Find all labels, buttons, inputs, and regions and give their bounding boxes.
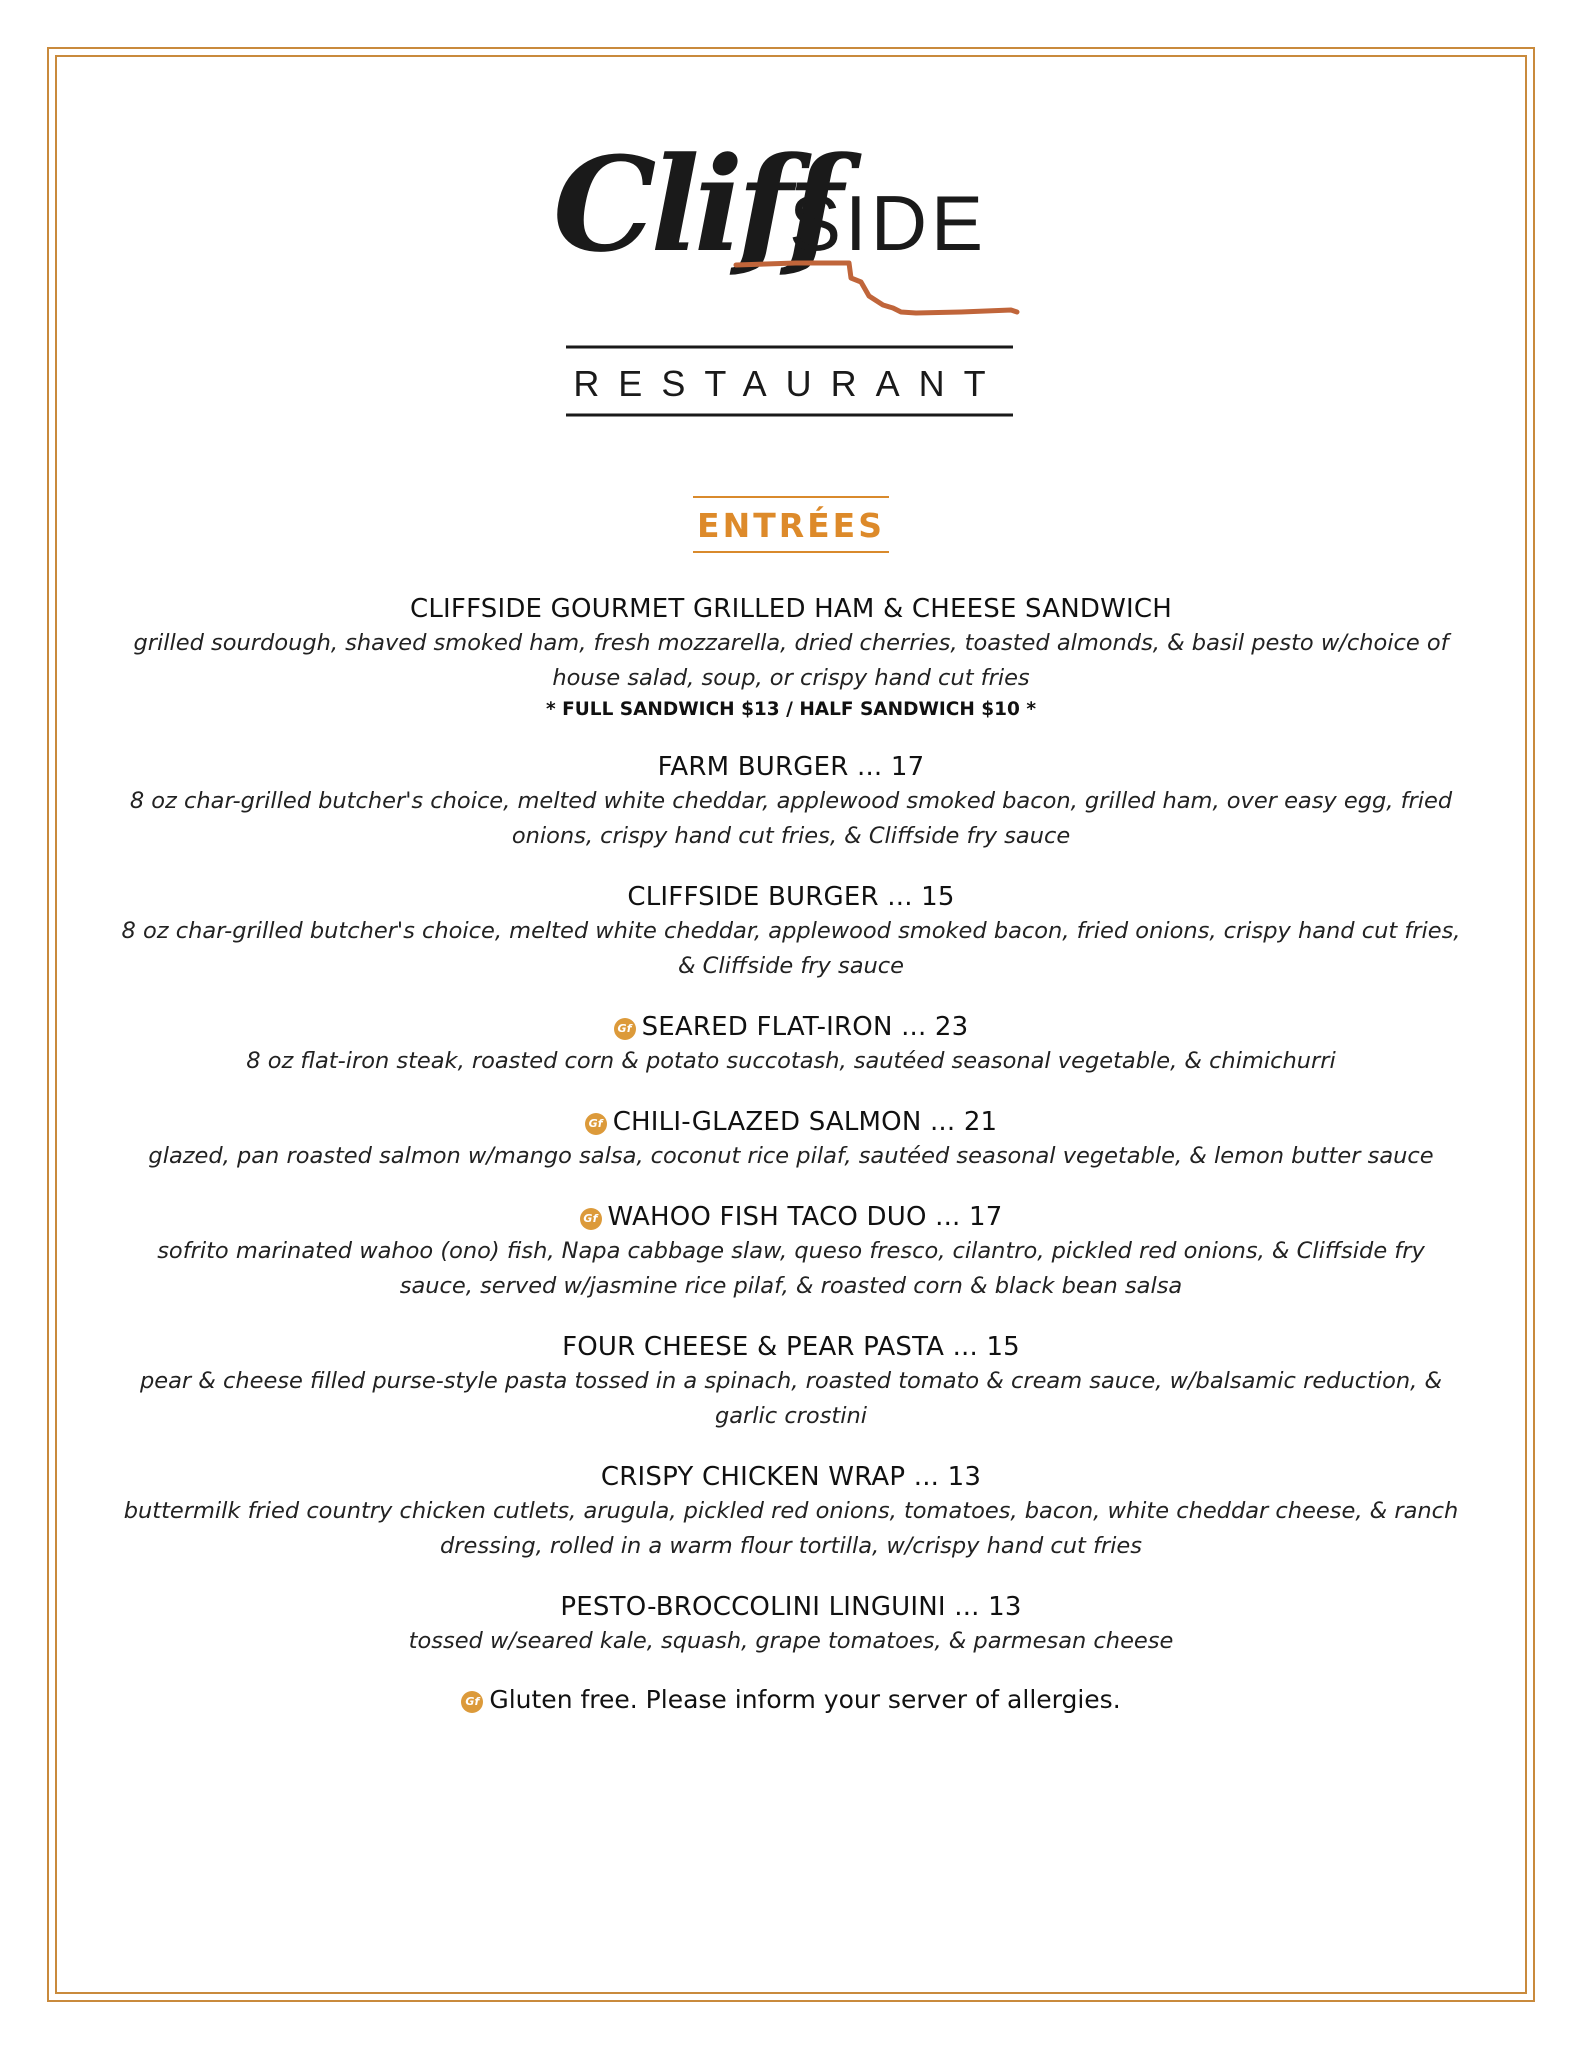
menu-item-title bbox=[120, 1330, 1462, 1364]
restaurant-logo bbox=[0, 100, 1582, 430]
gluten-free-footer bbox=[120, 1685, 1462, 1714]
gluten-free-icon: Gf bbox=[461, 1691, 483, 1713]
menu-item-title bbox=[120, 1010, 1462, 1044]
menu-item-description: tossed w/seared kale, squash, grape tomatoes, & parmesan cheese bbox=[408, 1628, 1174, 1654]
menu-item-name: CRISPY CHICKEN WRAP ... 13 bbox=[600, 1462, 982, 1492]
menu-item-name: FARM BURGER ... 17 bbox=[657, 752, 925, 782]
menu-item-title bbox=[120, 1590, 1462, 1624]
menu-item-description: glazed, pan roasted salmon w/mango salsa, coconut rice pilaf, sautéed seasonal vegetable, & lemon butter sauce bbox=[148, 1143, 1434, 1169]
section-heading bbox=[0, 496, 1582, 553]
menu-item-title bbox=[120, 1105, 1462, 1139]
menu-item-title bbox=[120, 750, 1462, 784]
menu-item-title bbox=[120, 880, 1462, 914]
menu-item bbox=[120, 1460, 1462, 1564]
menu-item-name: CLIFFSIDE GOURMET GRILLED HAM & CHEESE SANDWICH bbox=[410, 594, 1172, 624]
menu-item-name: WAHOO FISH TACO DUO ... 17 bbox=[607, 1202, 1003, 1232]
menu-item-name: FOUR CHEESE & PEAR PASTA ... 15 bbox=[562, 1332, 1020, 1362]
logo-restaurant-text: RESTAURANT bbox=[573, 363, 1005, 404]
menu-item bbox=[120, 1590, 1462, 1659]
menu-item-name: SEARED FLAT-IRON ... 23 bbox=[641, 1012, 969, 1042]
menu-item bbox=[120, 880, 1462, 984]
menu-item-title bbox=[120, 1460, 1462, 1494]
menu-item-name: PESTO-BROCCOLINI LINGUINI ... 13 bbox=[560, 1592, 1022, 1622]
menu-item bbox=[120, 1200, 1462, 1304]
menu-item-price-note: * FULL SANDWICH $13 / HALF SANDWICH $10 * bbox=[546, 699, 1036, 720]
logo-graphic bbox=[531, 100, 1051, 430]
gluten-free-icon: Gf bbox=[585, 1113, 607, 1135]
menu-item-description: 8 oz flat-iron steak, roasted corn & potato succotash, sautéed seasonal vegetable, & chimichurri bbox=[246, 1048, 1336, 1074]
logo-side-text: SIDE bbox=[789, 179, 988, 267]
menu-item-description: 8 oz char-grilled butcher's choice, melted white cheddar, applewood smoked bacon, grilled ham, over easy egg, fried onions, crispy hand cut fries, & Cliffside fry sauce bbox=[129, 788, 1453, 849]
menu-item-title bbox=[120, 592, 1462, 626]
menu-item-title bbox=[120, 1200, 1462, 1234]
menu-item-description: pear & cheese filled purse-style pasta tossed in a spinach, roasted tomato & cream sauce, w/balsamic reduction, & garlic crostini bbox=[139, 1368, 1443, 1429]
menu-item-description: 8 oz char-grilled butcher's choice, melted white cheddar, applewood smoked bacon, fried onions, crispy hand cut fries, & Cliffside fry sauce bbox=[121, 918, 1461, 979]
menu-item-description: sofrito marinated wahoo (ono) fish, Napa cabbage slaw, queso fresco, cilantro, pickled red onions, & Cliffside fry sauce, served w/jasmine rice pilaf, & roasted corn & black bean salsa bbox=[157, 1238, 1425, 1299]
menu-item bbox=[120, 1105, 1462, 1174]
menu-item bbox=[120, 592, 1462, 724]
menu-item-description: buttermilk fried country chicken cutlets, arugula, pickled red onions, tomatoes, bacon, white cheddar cheese, & ranch dressing, rolled in a warm flour tortilla, w/crispy hand cut fries bbox=[123, 1498, 1459, 1559]
menu-item-name: CHILI-GLAZED SALMON ... 21 bbox=[612, 1107, 998, 1137]
menu-item bbox=[120, 750, 1462, 854]
logo-script-text: Cliff bbox=[553, 128, 838, 281]
section-heading-text: ENTRÉES bbox=[693, 496, 889, 553]
gluten-free-icon: Gf bbox=[580, 1208, 602, 1230]
gluten-free-footer-text: Gluten free. Please inform your server of allergies. bbox=[489, 1685, 1121, 1714]
menu-item-description: grilled sourdough, shaved smoked ham, fresh mozzarella, dried cherries, toasted almonds, & basil pesto w/choice of house salad, soup, or crispy hand cut fries bbox=[133, 630, 1449, 691]
menu-item bbox=[120, 1010, 1462, 1079]
menu-list bbox=[120, 592, 1462, 1714]
gluten-free-icon: Gf bbox=[614, 1018, 636, 1040]
menu-item-name: CLIFFSIDE BURGER ... 15 bbox=[627, 882, 955, 912]
menu-item bbox=[120, 1330, 1462, 1434]
